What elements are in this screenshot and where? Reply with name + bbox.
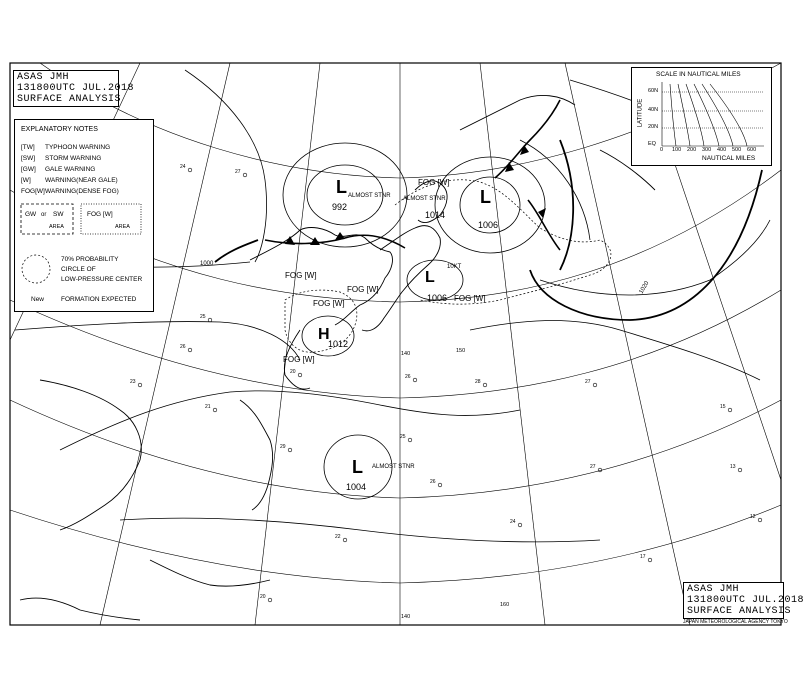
new-text: FORMATION EXPECTED [61,296,137,303]
legend-code: [SW] [21,155,36,162]
station-temperature: 26 [405,374,411,380]
low-center-letter: L [425,269,435,286]
station-temperature: 27 [590,464,596,470]
scale-y-title: LATITUDE [637,98,644,128]
station-temperature: 21 [205,404,211,410]
system-motion-note: ALMOST STNR [372,464,415,470]
legend-text: GALE WARNING [45,166,96,173]
fog-area-sample [81,204,141,234]
station-temperature: 17 [640,554,646,560]
scale-x-tick: 400 [717,147,727,153]
station-temperature: 20 [260,594,266,600]
station-temperature: 22 [335,534,341,540]
legend-item [21,155,101,162]
station-temperature: 26 [180,344,186,350]
scale-title: SCALE IN NAUTICAL MILES [656,71,741,78]
area-sample-right: SW [53,211,64,218]
legend-item [21,177,118,184]
low-center-letter: L [352,457,363,477]
scale-x-tick: 500 [732,147,742,153]
scale-y-tick: 20N [648,124,659,130]
title-line-2: 131800UTC JUL.2018 [687,595,804,606]
station-temperature: 25 [400,434,406,440]
scale-x-tick: 200 [687,147,697,153]
pressure-value: 992 [332,202,348,212]
longitude-label: 160 [500,602,510,608]
station-temperature: 25 [200,314,206,320]
scale-x-tick: 0 [660,147,664,153]
new-label: New [31,296,45,303]
scale-inset [631,67,772,166]
agency-credit: JAPAN METEOROLOGICAL AGENCY TOKYO [683,619,788,625]
fog-area-sub: AREA [115,224,130,230]
legend-text: TYPHOON WARNING [45,144,111,151]
legend-code: [W] [21,177,31,184]
pressure-value: 1014 [425,210,446,220]
longitude-label: 140 [401,351,411,357]
legend-text: WARNING(DENSE FOG) [45,188,119,195]
low-center-letter: L [336,177,347,197]
scale-curves [662,82,766,148]
fog-warning-label: FOG [W] [454,294,486,303]
station-temperature: 27 [235,169,241,175]
pressure-value: 1006 [427,293,448,303]
fog-area-label: FOG [W] [87,211,113,218]
scale-x-tick: 300 [702,147,712,153]
legend-code: FOG[W] [21,188,45,195]
system-motion-note: ALMOST STNR [403,196,446,202]
station-temperature: 24 [180,164,186,170]
probability-circle-icon [19,252,53,286]
fog-warning-label: FOG [W] [418,178,450,187]
scale-x-tick: 600 [747,147,757,153]
pressure-value: 1012 [328,339,349,349]
legend-item [21,144,110,151]
scale-y-tick: 60N [648,88,659,94]
longitude-label: 140 [401,614,411,620]
station-temperature: 24 [510,519,516,525]
fog-warning-label: FOG [W] [285,271,317,280]
title-block [13,70,135,107]
scale-x-tick: 100 [672,147,682,153]
fog-warning-label: FOG [W] [347,285,379,294]
title-line-1: ASAS JMH [17,72,70,83]
longitude-label: 150 [456,348,466,354]
title-block-bottom [683,582,804,619]
station-temperature: 27 [585,379,591,385]
title-line-3: SURFACE ANALYSIS [17,94,122,105]
station-temperature: 28 [475,379,481,385]
station-temperature: 20 [290,369,296,375]
area-sample-left: GW [25,211,37,218]
prob-line-2: CIRCLE OF [61,266,96,273]
prob-line-3: LOW-PRESSURE CENTER [61,276,143,283]
station-temperature: 13 [730,464,736,470]
station-temperature: 12 [750,514,756,520]
area-sample-or: or [41,212,47,218]
legend-text: WARNING(NEAR GALE) [45,177,118,184]
fog-warning-label: FOG [W] [313,299,345,308]
legend-code: [TW] [21,144,35,151]
title-line-1: ASAS JMH [687,584,740,595]
legend-panel [14,119,154,312]
legend-item [21,166,95,173]
station-temperature: 26 [430,479,436,485]
isobar-value-label: 1000 [200,261,214,267]
pressure-value: 1006 [478,220,499,230]
warning-area-sample [21,204,73,234]
area-sample-label: AREA [49,224,64,230]
station-temperature: 29 [280,444,286,450]
station-temperature: 23 [130,379,136,385]
legend-area-samples [19,202,151,240]
legend-code: [GW] [21,166,36,173]
low-center-letter: L [480,187,491,207]
legend-header: EXPLANATORY NOTES [21,126,98,133]
title-line-2: 131800UTC JUL.2018 [17,83,135,94]
title-line-3: SURFACE ANALYSIS [687,606,792,617]
scale-x-title: NAUTICAL MILES [702,155,756,162]
legend-item [21,188,119,195]
scale-y-tick: 40N [648,107,659,113]
fog-warning-label: FOG [W] [283,355,315,364]
system-motion-note: 10KT [447,264,462,270]
scale-y-tick: EQ [648,141,656,147]
high-center-letter: H [318,326,330,343]
station-temperature: 15 [720,404,726,410]
pressure-value: 1004 [346,482,367,492]
system-motion-note: ALMOST STNR [348,193,391,199]
prob-line-1: 70% PROBABILITY [61,256,119,263]
isobar-value-label: 1020 [638,280,651,295]
legend-text: STORM WARNING [45,155,102,162]
